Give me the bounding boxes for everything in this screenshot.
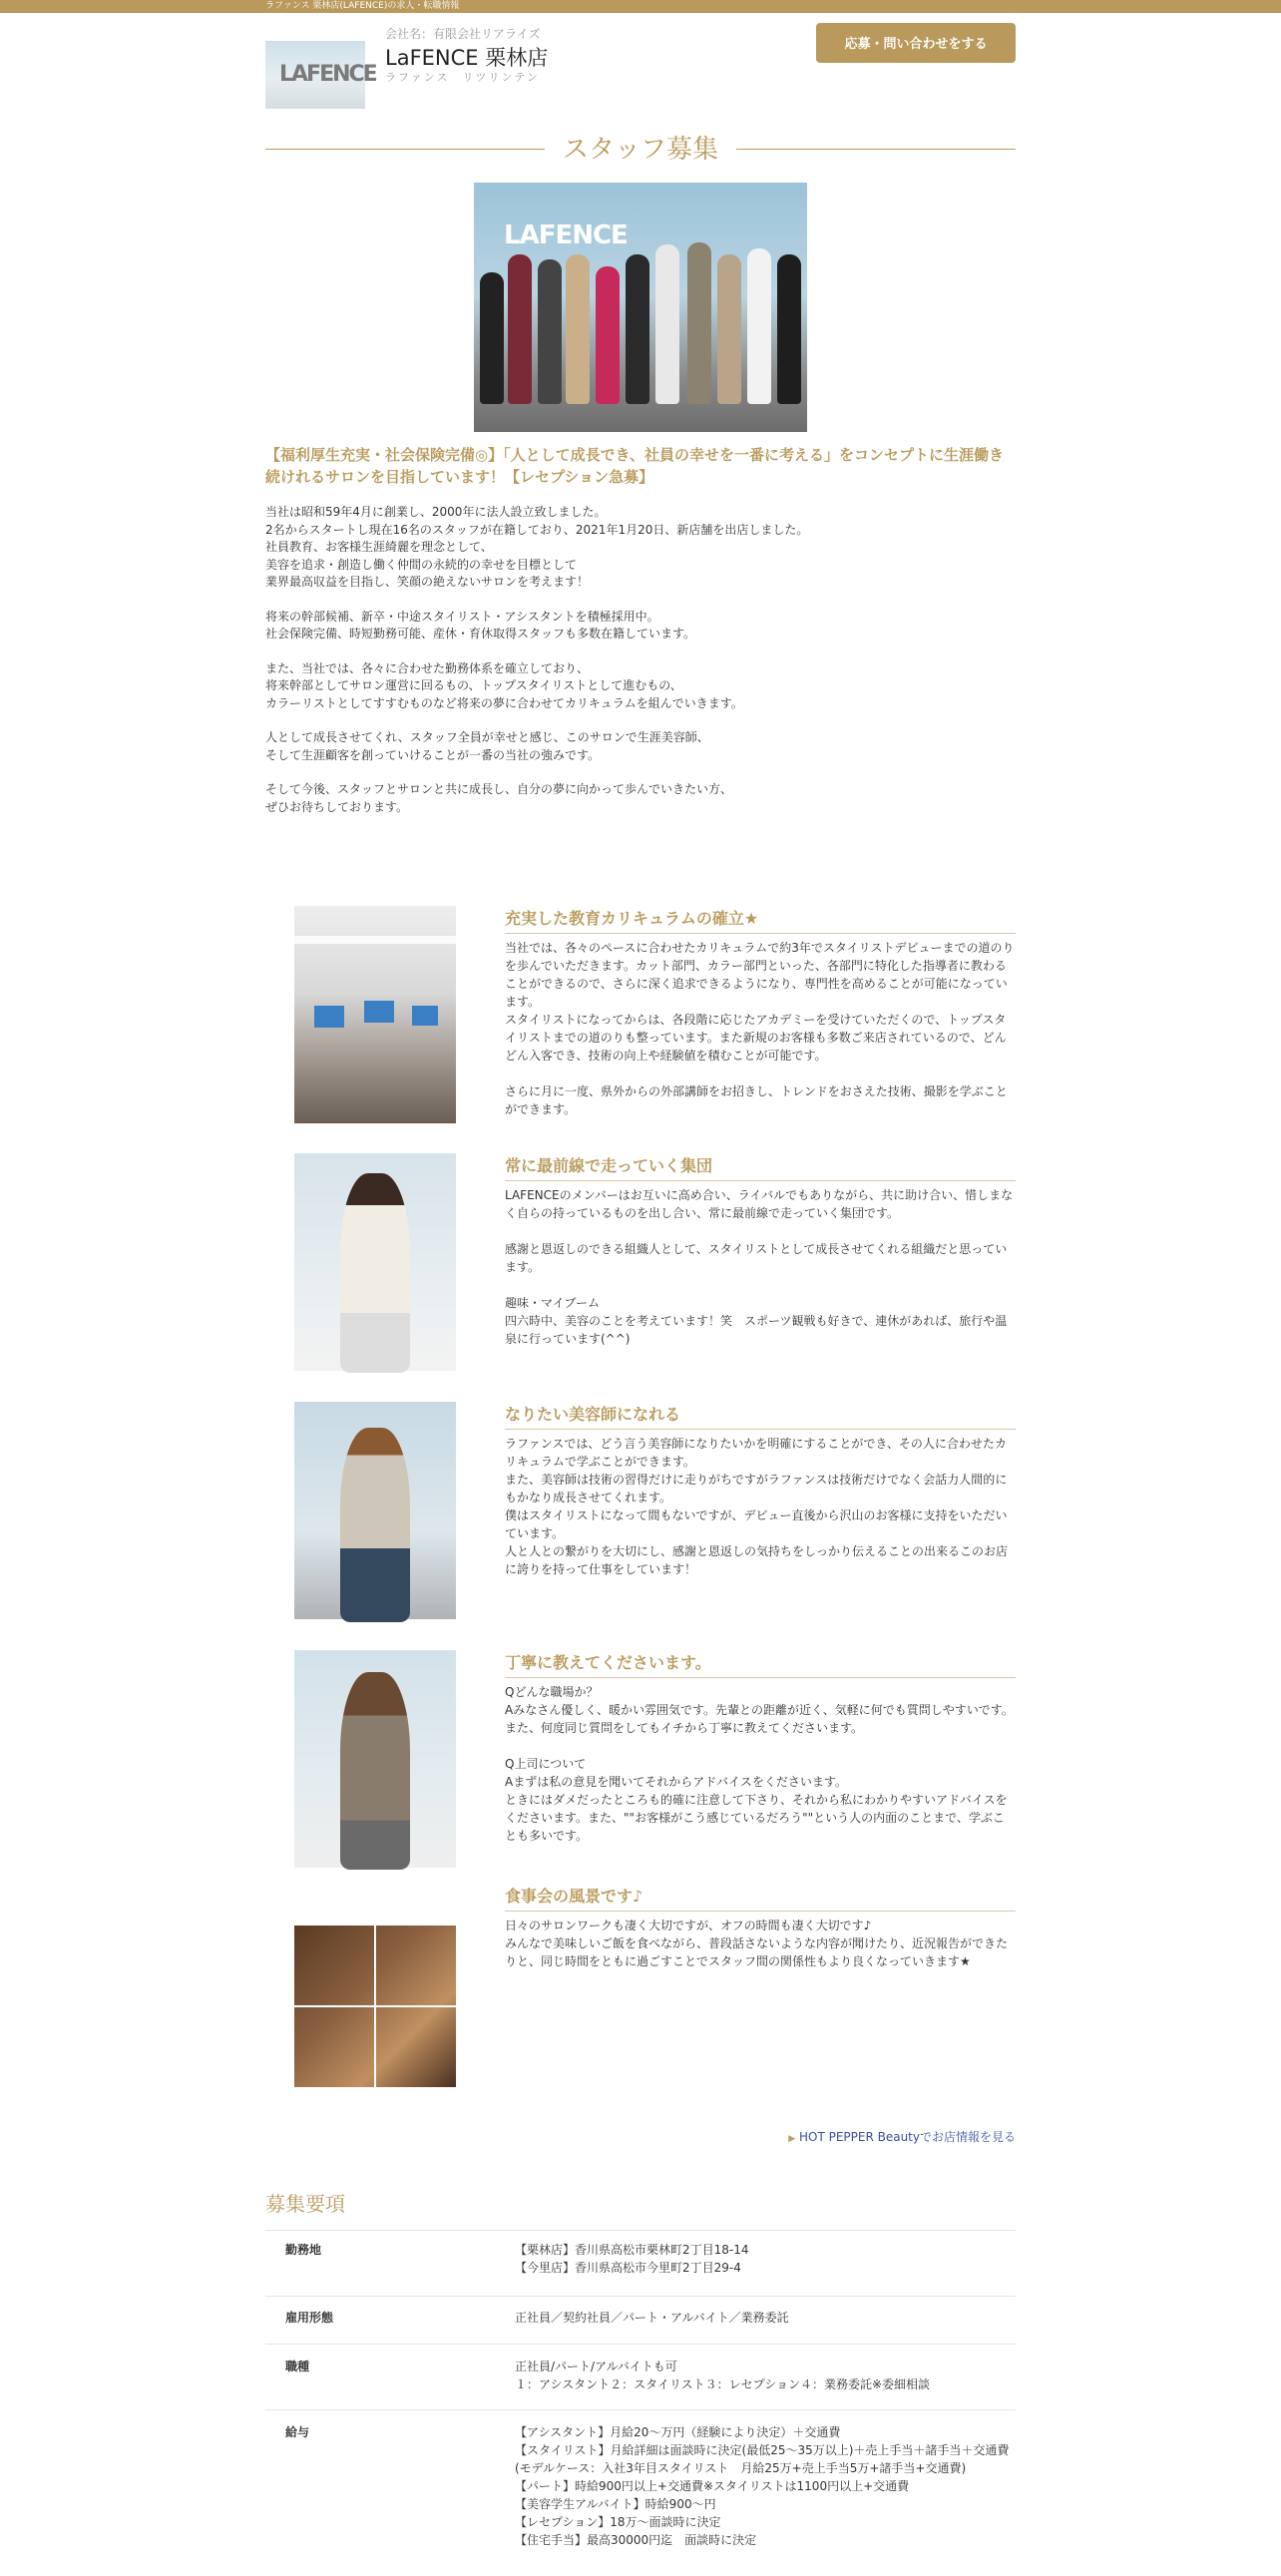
title-rule-right	[736, 149, 1016, 150]
requirement-label: 給与	[285, 2425, 310, 2439]
top-bar	[0, 0, 1281, 13]
staff-group-photo	[474, 183, 807, 432]
feature-item	[265, 891, 1016, 1130]
feature-list	[265, 891, 1016, 2144]
requirements-title: 募集要項	[265, 2192, 345, 2216]
requirement-value: 正社員/パート/アルバイトも可 １：アシスタント２：スタイリスト３：レセプション４：業務委託※委細相談	[515, 2360, 931, 2391]
intro-paragraph: 将来の幹部候補、新卒・中途スタイリスト・アシスタントを積極採用中。 社会保険完備、時短勤務可能、産休・育休取得スタッフも多数在籍しています。	[265, 609, 696, 641]
shop-logo	[265, 41, 376, 109]
section-title	[265, 125, 1016, 175]
requirement-value: 正社員／契約社員／パート・アルバイト／業務委託	[515, 2311, 789, 2325]
requirements-section	[265, 2178, 1016, 2575]
requirement-value: 【栗林店】香川県高松市栗林町2丁目18-14 【今里店】香川県高松市今里町2丁目29-4	[515, 2243, 749, 2275]
requirement-label: 職種	[285, 2360, 310, 2373]
feature-item	[265, 1884, 1016, 2123]
photo-person	[777, 254, 801, 404]
feature-photo	[294, 1402, 456, 1619]
feature-body: 当社では、各々のペースに合わせたカリキュラムで約3年でスタイリストデビューまでの道のりを歩んでいただきます。カット部門、カラー部門といった、各部門に特化した指導者に教わることができるので、さらに深く追求できるようになり、専門性を高めることが可能になっています。 スタイリストになってからは、各段階に応じたアカデミーを受けていただくので、トップスタイリストまでの道のりも整っています。また新規のお客様も多数ご来店されているので、どんどん入客でき、技術の向上や経験値を積むことが可能です。 さらに月に一度、県外からの外部講師をお招きし、トレンドをおさえた技術、撮影を学ぶことができます。	[505, 941, 1015, 1116]
requirement-label: 勤務地	[285, 2243, 322, 2257]
photo-person	[340, 1672, 410, 1870]
intro-paragraph: 人として成長させてくれ、スタッフ全員が幸せと感じ、このサロンで生涯美容師、 そして生涯顧客を創っていけることが一番の当社の強みです。	[265, 730, 709, 762]
photo-monitor	[412, 1006, 438, 1026]
photo-person	[717, 254, 741, 404]
intro-paragraph: 当社は昭和59年4月に創業し、2000年に法人設立致しました。 2名からスタートし現在16名のスタッフが在籍しており、2021年1月20日、新店舗を出店しました。 社員教育、お客様生涯綺麗を理念として、 美容を追求・創造し働く仲間の永続的の幸せを目標として 業界最高収益を目指し、笑顔の絶えないサロンを考えます！	[265, 505, 809, 589]
hotpepper-link[interactable]	[788, 2128, 1016, 2145]
feature-photo	[294, 1926, 456, 2087]
shop-name: LaFENCE 栗林店	[385, 46, 549, 70]
feature-item	[265, 1140, 1016, 1380]
hero-sign-text: LAFENCE	[504, 220, 628, 250]
photo-collage-divider	[374, 1926, 376, 2087]
feature-title: 充実した教育カリキュラムの確立★	[505, 906, 1016, 934]
feature-photo	[294, 906, 456, 1123]
photo-person	[340, 1428, 410, 1622]
photo-monitor	[364, 1001, 394, 1023]
logo-text: LAFENCE	[279, 62, 376, 87]
photo-monitor	[314, 1006, 344, 1028]
apply-contact-button[interactable]: 応募・問い合わせをする	[816, 23, 1016, 63]
feature-title: なりたい美容師になれる	[505, 1402, 1016, 1430]
intro-text	[265, 504, 1016, 816]
photo-person	[340, 1173, 410, 1373]
feature-item	[265, 1388, 1016, 1627]
photo-person	[596, 266, 620, 404]
requirement-label: 雇用形態	[285, 2311, 334, 2325]
feature-body: Qどんな職場か？ Aみなさん優しく、暖かい雰囲気です。先輩との距離が近く、気軽に何でも質問しやすいです。また、何度同じ質問をしてもイチから丁寧に教えてくださいます。 Q上司について Aまずは私の意見を聞いてそれからアドバイスをくださいます。 ときにはダメだったところも的確に注意して下さり、それから私にわかりやすいアドバイスをくださいます。また、""お客様がこう感じているだろう""という人の内面のことまで、学ぶことも多いです。	[505, 1685, 1014, 1843]
lead-headline: 【福利厚生充実・社会保険完備◎】「人として成長でき、社員の幸せを一番に考える」をコンセプトに生涯働き続けれるサロンを目指しています！【レセプション急募】	[265, 446, 1004, 486]
feature-title: 常に最前線で走っていく集団	[505, 1153, 1016, 1181]
photo-person	[747, 248, 771, 404]
company-name: 会社名：有限会社リアライズ	[385, 27, 541, 41]
top-bar-text: ラファンス 栗林店(LAFENCE)の求人・転職情報	[265, 1, 460, 11]
section-title-text: スタッフ募集	[562, 135, 718, 165]
photo-person	[480, 272, 504, 404]
link-arrow-icon: ▶	[788, 2134, 796, 2144]
feature-photo	[294, 1153, 456, 1371]
photo-person	[508, 254, 532, 404]
photo-person	[566, 254, 590, 404]
hotpepper-link-text: HOT PEPPER Beautyでお店情報を見る	[798, 2130, 1016, 2144]
feature-title: 丁寧に教えてくださいます。	[505, 1650, 1016, 1678]
page-content	[265, 13, 1016, 2547]
intro-paragraph: そして今後、スタッフとサロンと共に成長し、自分の夢に向かって歩んでいきたい方、 ぜひお待ちしております。	[265, 782, 733, 814]
feature-photo	[294, 1650, 456, 1868]
header	[265, 13, 1016, 113]
feature-body: LAFENCEのメンバーはお互いに高め合い、ライバルでもありながら、共に助け合い、惜しまなく自らの持っているものを出し合い、常に最前線で走っていく集団です。 感謝と恩返しのできる組織人として、スタイリストとして成長させてくれる組織だと思っています。 趣味・マイブーム 四六時中、美容のことを考えています！笑 スポーツ観戦も好きで、連休があれば、旅行や温泉に行っています(^^)	[505, 1188, 1014, 1346]
feature-body: ラファンスでは、どう言う美容師になりたいかを明確にすることができ、その人に合わせたカリキュラムで学ぶことができます。 また、美容師は技術の習得だけに走りがちですがラファンスは技術だけでなく会話力人間的にもかなり成長させてくれます。 僕はスタイリストになって間もないですが、デビュー直後から沢山のお客様に支持をいただいています。 人と人との繋がりを大切にし、感謝と恩返しの気持ちをしっかり伝えることの出来るこのお店に誇りを持って仕事をしています！	[505, 1437, 1009, 1576]
photo-ceiling-light	[294, 936, 456, 944]
shop-name-kana: ラファンス リツリンテン	[385, 71, 540, 84]
feature-body: 日々のサロンワークも凄く大切ですが、オフの時間も凄く大切です♪ みんなで美味しいご飯を食べながら、普段話さないような内容が聞けたり、近況報告ができたりと、同じ時間をともに過ごすことでスタッフ間の関係性もより良くなっていきます★	[505, 1919, 1009, 1968]
photo-person	[538, 259, 562, 404]
intro-paragraph: また、当社では、各々に合わせた勤務体系を確立しており、 将来幹部としてサロン運営に回るもの、トップスタイリストとして進むもの、 カラーリストとしてすすむものなど将来の夢に合わせてカリキュラムを組んでいきます。	[265, 660, 743, 710]
requirement-value: 【アシスタント】月給20～万円（経験により決定）＋交通費 【スタイリスト】月給詳細は面談時に決定(最低25～35万以上)＋売上手当＋諸手当＋交通費 (モデルケース：入社3年目スタイリスト 月給25万+売上手当5万+諸手当+交通費) 【パート】時給900円以上+交通費※スタイリストは1100円以上+交通費 【美容学生アルバイト】時給900～円 【レセプション】18万～面談時に決定 【住宅手当】最高30000円迄 面談時に決定	[515, 2425, 1010, 2547]
photo-person	[655, 244, 679, 404]
feature-item	[265, 1636, 1016, 1876]
photo-person	[687, 242, 711, 404]
feature-title: 食事会の風景です♪	[505, 1884, 1016, 1912]
photo-person	[626, 254, 649, 404]
